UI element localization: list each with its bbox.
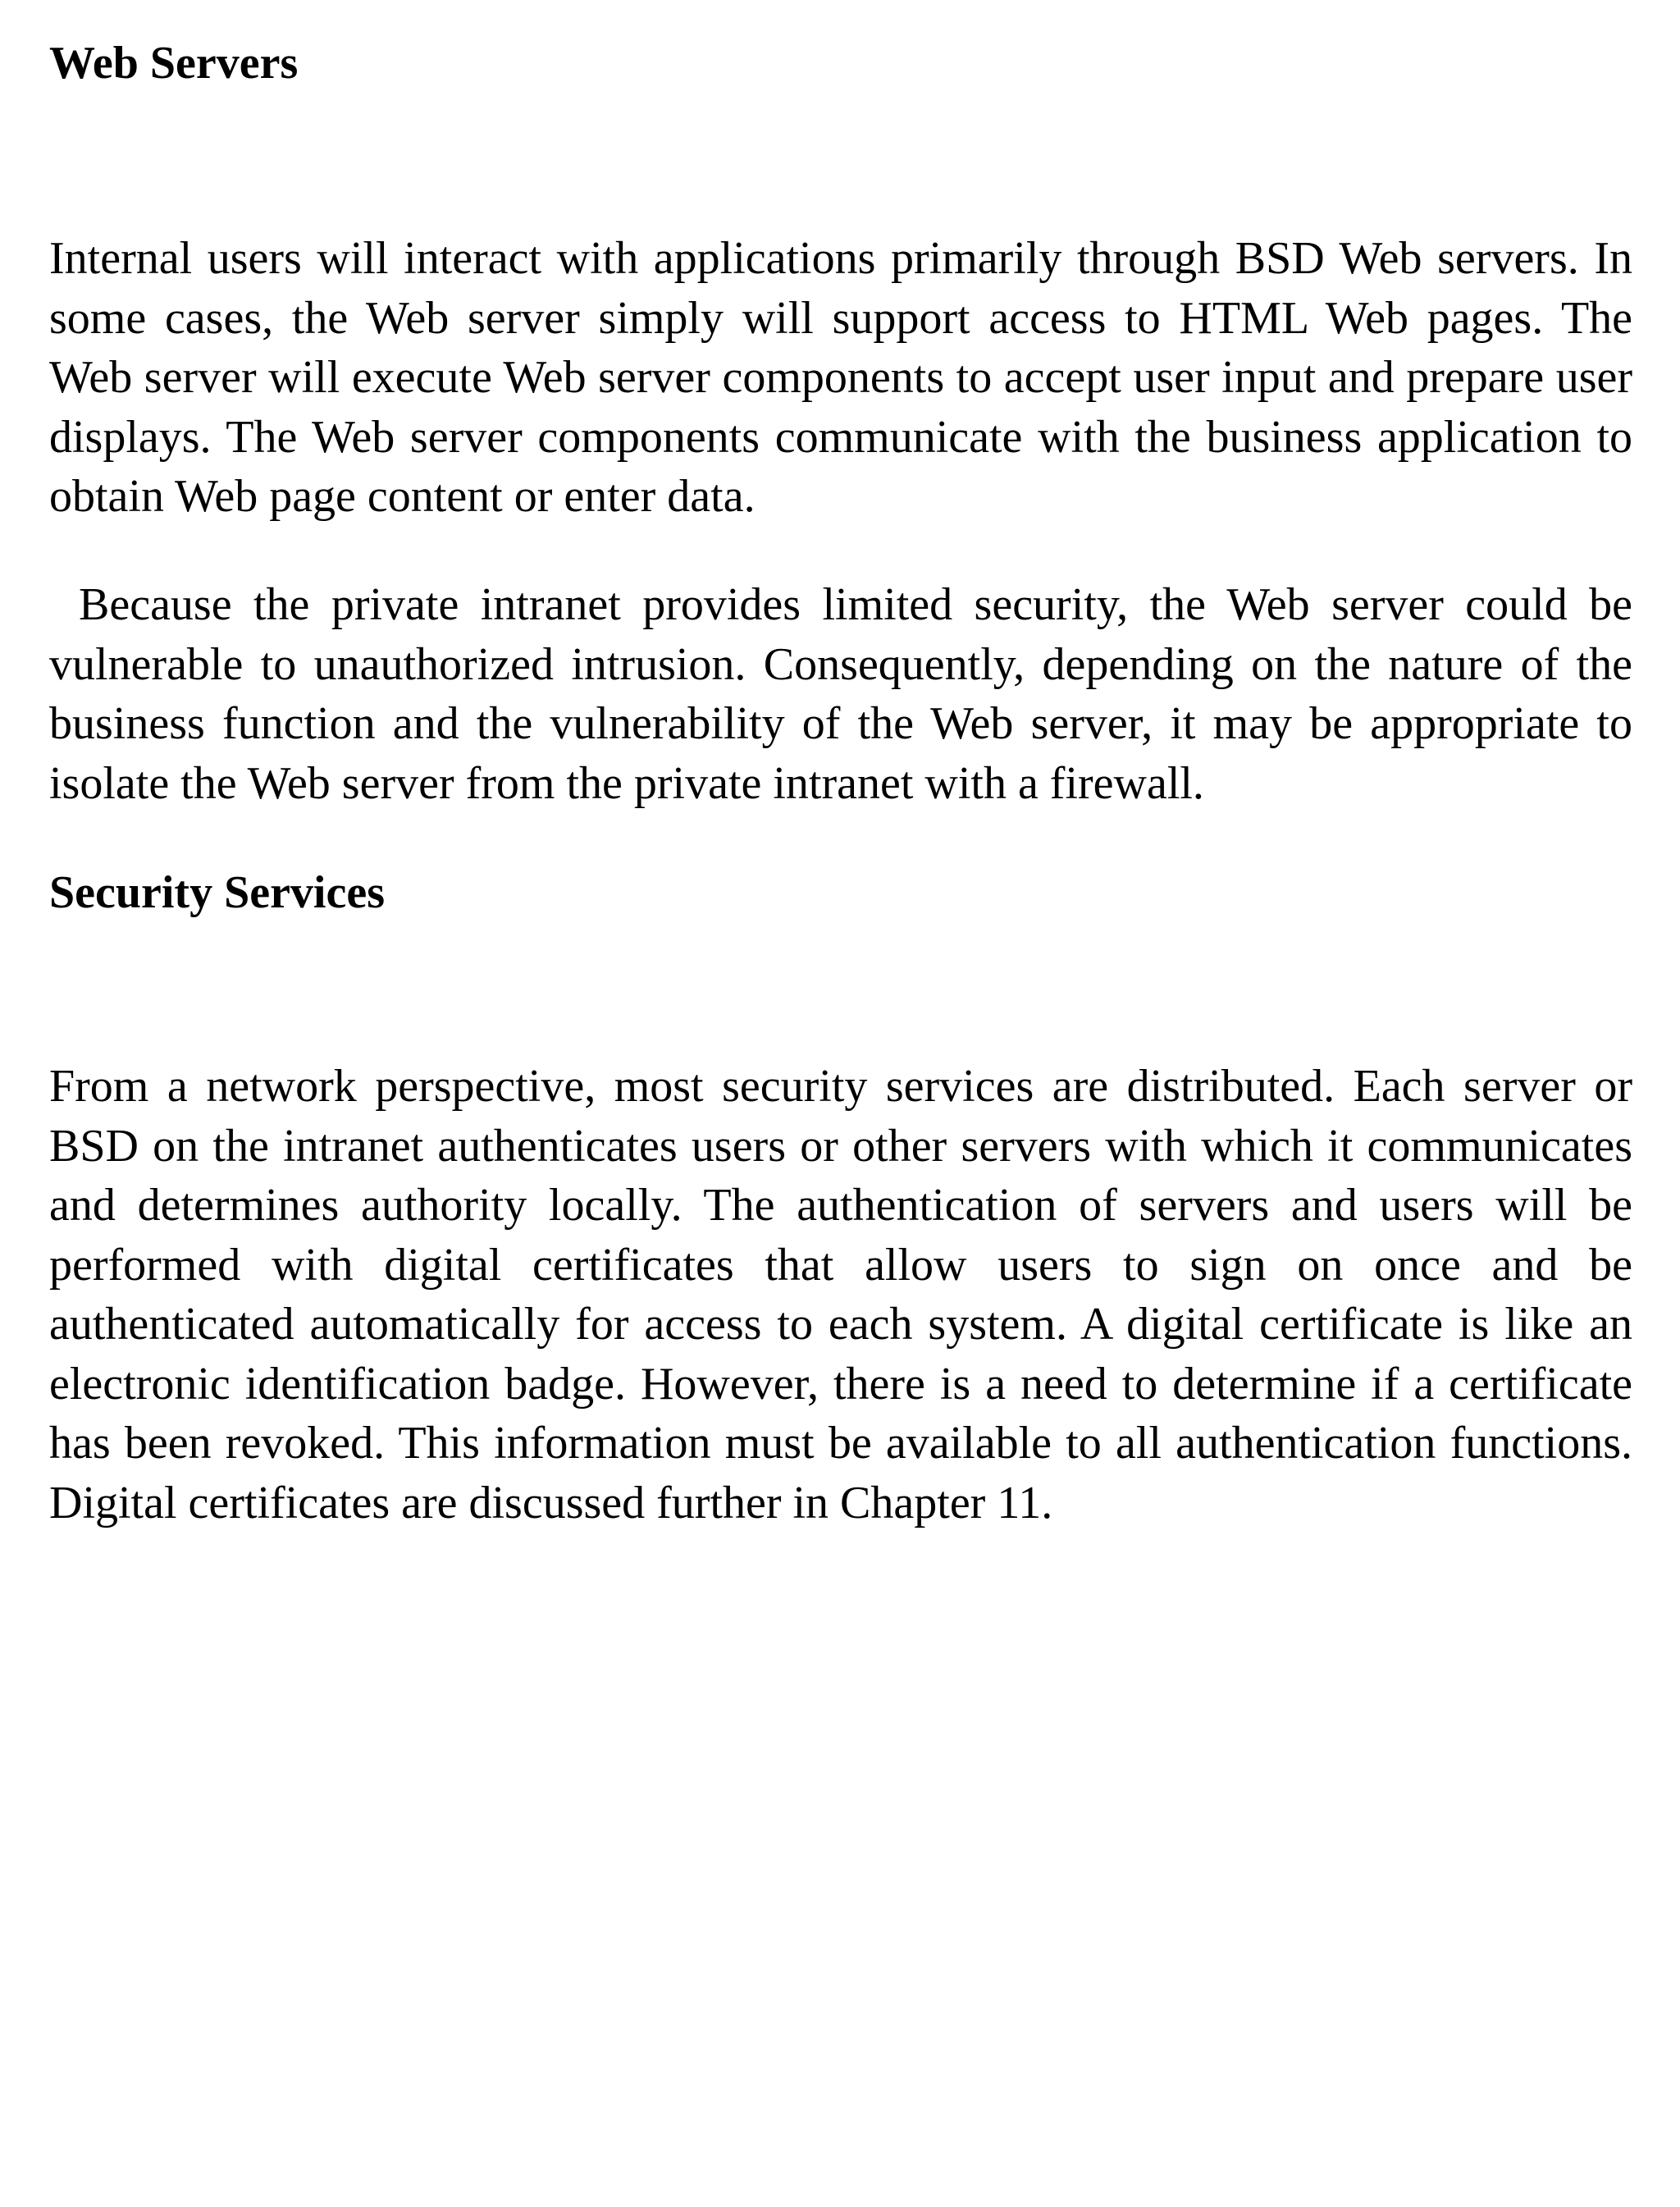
paragraph-web-servers-security: Because the private intranet provides limited security, the Web server could be vulnerable to unauthorized intrusion. Consequently, depending on the nature of the business function and the vulnerability of the Web server, it may be appropriate to isolate the Web server from the private intranet with a firewall. bbox=[49, 579, 1632, 809]
section-heading-security-services: Security Services bbox=[49, 867, 385, 918]
paragraph-web-servers-intro: Internal users will interact with applications primarily through BSD Web servers. In some cases, the Web server simply will support access to HTML Web pages. The Web server will execute Web server components to accept user input and prepare user displays. The Web server components communicate with the business application to obtain Web page content or enter data. bbox=[49, 233, 1632, 522]
section-heading-web-servers: Web Servers bbox=[49, 38, 299, 89]
paragraph-security-services: From a network perspective, most security services are distributed. Each server or BSD on the intranet authenticates users or other servers with which it communicates and determines authority locally. The authentication of servers and users will be performed with digital certificates that allow users to sign on once and be authenticated automatically for access to each system. A digital certificate is like an electronic identification badge. However, there is a need to determine if a certificate has been revoked. This information must be available to all authentication functions. Digital certificates are discussed further in Chapter 11. bbox=[49, 1061, 1632, 1528]
